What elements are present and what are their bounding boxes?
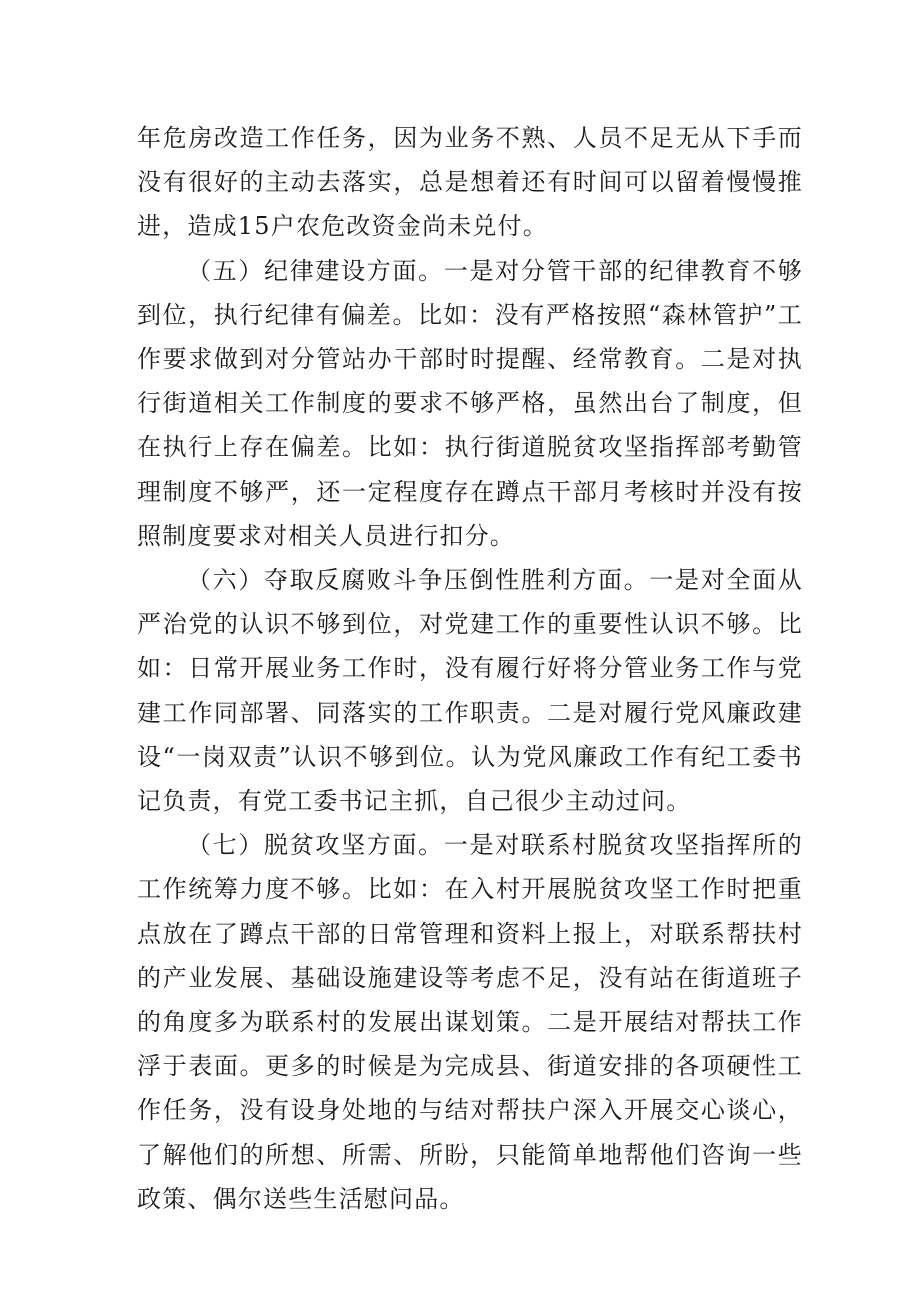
paragraph-anti-corruption: （六）夺取反腐败斗争压倒性胜利方面。一是对全面从严治党的认识不够到位，对党建工作的重要性认识不够。比如：日常开展业务工作时，没有履行好将分管业务工作与党建工作同部署、同落实的工作职责。二是对履行党风廉政建设“一岗双责”认识不够到位。认为党风廉政工作有纪工委书记负责，有党工委书记主抓，自己很少主动过问。 (137, 566, 803, 816)
paragraph-continuation: 年危房改造工作任务，因为业务不熟、人员不足无从下手而没有很好的主动去落实，总是想着还有时间可以留着慢慢推进，造成15户农危改资金尚未兑付。 (137, 124, 803, 241)
paragraph-discipline: （五）纪律建设方面。一是对分管干部的纪律教育不够到位，执行纪律有偏差。比如：没有严格按照“森林管护”工作要求做到对分管站办干部时时提醒、经常教育。二是对执行街道相关工作制度的要求不够严格，虽然出台了制度，但在执行上存在偏差。比如：执行街道脱贫攻坚指挥部考勤管理制度不够严，还一定程度存在蹲点干部月考核时并没有按照制度要求对相关人员进行扣分。 (137, 256, 803, 550)
paragraph-poverty-alleviation: （七）脱贫攻坚方面。一是对联系村脱贫攻坚指挥所的工作统筹力度不够。比如：在入村开展脱贫攻坚工作时把重点放在了蹲点干部的日常管理和资料上报上，对联系帮扶村的产业发展、基础设施建设等考虑不足，没有站在街道班子的角度多为联系村的发展出谋划策。二是开展结对帮扶工作浮于表面。更多的时候是为完成县、街道安排的各项硬性工作任务，没有设身处地的与结对帮扶户深入开展交心谈心，了解他们的所想、所需、所盼，只能简单地帮他们咨询一些政策、偶尔送些生活慰问品。 (137, 831, 803, 1213)
document-body (137, 116, 803, 1221)
